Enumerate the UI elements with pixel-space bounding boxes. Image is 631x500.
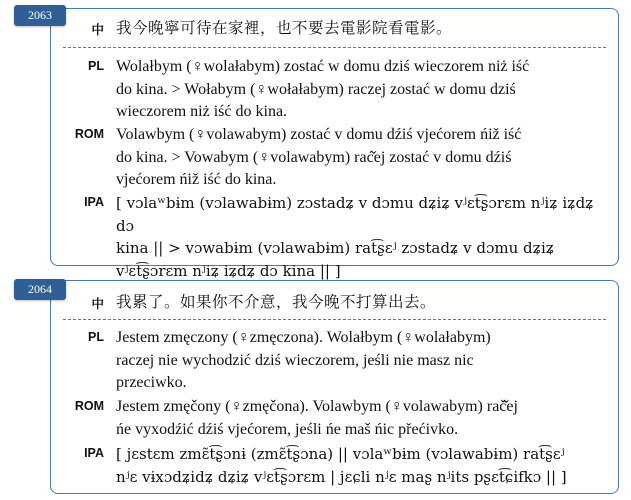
polish-text: Jestem zmęczony (♀zmęczona). Wolałbym (♀wolałabym) raczej nie wychodzić dziś wieczorem, jeśli nie masz nic przeciwko. [116,329,491,391]
romanization-text: Volawbym (♀volawabym) zostać v domu dźiś vjećorem ńiž iść do kina. > Vowabym (♀volawabym) rać̌ej zostać v domu dźiś vjećorem ńiž iść do kina. [116,126,522,188]
dashed-divider [63,319,606,320]
pl-label: PL [88,59,104,73]
polish-row [51,327,618,395]
polish-row [51,56,618,124]
romanization-row [51,396,618,441]
chinese-label: 中 [91,297,104,311]
ipa-row [51,192,618,282]
ipa-text: [ vɔlaʷbɨm (vɔlawabɨm) zɔstadʑ v dɔmu dʑiʑ vʲɛt͡ʂɔrɛm nʲiʑ iʑdʑ dɔ kina || > vɔwabɨm (vɔlawabɨm) rat͡ʂɛʲ zɔstadʑ v dɔmu dʑiʑ vʲɛt͡ʂɔrɛm nʲiʑ iʑdʑ dɔ kina || ] [116,194,594,280]
dashed-divider [63,47,606,48]
chinese-sentence: 我累了。如果你不介意，我今晚不打算出去。 [116,293,437,311]
ipa-label: IPA [84,195,104,209]
ipa-label: IPA [84,446,104,460]
entry-card-2064 [50,280,619,494]
romanization-row [51,124,618,192]
chinese-row [51,17,618,40]
ipa-row [51,443,618,488]
entry-card-2063 [50,8,619,280]
chinese-sentence: 我今晚寧可待在家裡，也不要去電影院看電影。 [116,19,453,37]
rom-label: ROM [74,399,104,413]
chinese-label: 中 [91,23,104,37]
entry-number-badge: 2064 [14,279,66,300]
chinese-row [51,291,618,314]
pl-label: PL [88,330,104,344]
rom-label: ROM [74,127,104,141]
polish-text: Wolałbym (♀wolałabym) zostać w domu dziś wieczorem niż iść do kina. > Wołabym (♀wołałabym) raczej zostać w domu dziś wieczorem niż iść do kina. [116,58,530,120]
romanization-text: Jestem zmęčony (♀zmęčona). Volawbym (♀volawabym) rač̌ej ńe vyxodźić dźiś vjećorem, jeśli ńe maš ńic přećivko. [116,398,518,438]
entry-number-badge: 2063 [14,5,66,26]
ipa-text: [ jɛstɛm zmɛ̃t͡ʂɔnɨ (zmɛ̃t͡ʂɔna) || vɔlaʷbɨm (vɔlawabɨm) rat͡ʂɛʲ nʲɛ vɨxɔdʑidʑ dʑiʑ vʲɛt͡ʂɔrɛm | jɛɕli nʲɛ maʂ nʲits pʂɛt͡ɕifkɔ || ] [116,445,567,486]
